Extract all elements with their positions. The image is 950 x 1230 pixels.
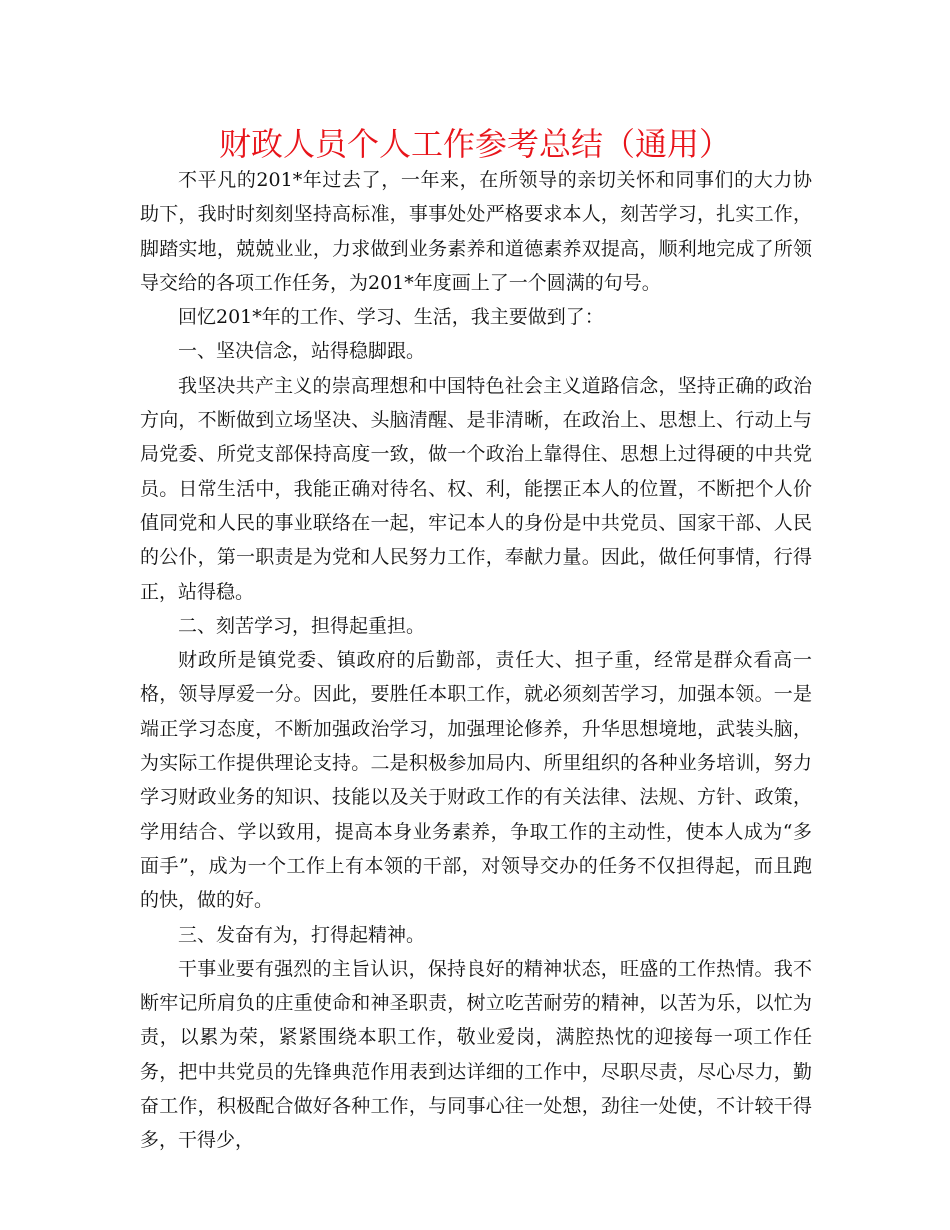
section-heading-3: 三、发奋有为，打得起精神。 bbox=[178, 923, 426, 946]
paragraph-section-3: 干事业要有强烈的主旨认识，保持良好的精神状态，旺盛的工作热情。我不断牢记所肩负的庄重使命和神圣职责，树立吃苦耐劳的精神，以苦为乐，以忙为责，以累为荣，紧紧围绕本职工作，敬业爱岗，满腔热忱的迎接每一项工作任务，把中共党员的先锋典范作用表到达详细的工作中，尽职尽责，尽心尽力，勤奋工作，积极配合做好各种工作，与同事心往一处想，劲往一处使，不计较干得多，干得少， bbox=[140, 957, 812, 1152]
section-heading-2: 二、刻苦学习，担得起重担。 bbox=[178, 614, 426, 637]
document-body bbox=[140, 163, 812, 1158]
section-heading-1: 一、坚决信念，站得稳脚跟。 bbox=[178, 340, 426, 363]
paragraph-section-2: 财政所是镇党委、镇政府的后勤部，责任大、担子重，经常是群众看高一格，领导厚爱一分。因此，要胜任本职工作，就必须刻苦学习，加强本领。一是端正学习态度，不断加强政治学习，加强理论修养，升华思想境地，武装头脑，为实际工作提供理论支持。二是积极参加局内、所里组织的各种业务培训，努力学习财政业务的知识、技能以及关于财政工作的有关法律、法规、方针、政策，学用结合、学以致用，提高本身业务素养，争取工作的主动性，使本人成为“多面手”，成为一个工作上有本领的干部，对领导交办的任务不仅担得起，而且跑的快，做的好。 bbox=[140, 649, 812, 912]
paragraph-section-1: 我坚决共产主义的崇高理想和中国特色社会主义道路信念，坚持正确的政治方向，不断做到立场坚决、头脑清醒、是非清晰，在政治上、思想上、行动上与局党委、所党支部保持高度一致，做一个政治上靠得住、思想上过得硬的中共党员。日常生活中，我能正确对待名、权、利，能摆正本人的位置，不断把个人价值同党和人民的事业联络在一起，牢记本人的身份是中共党员、国家干部、人民的公仆，第一职责是为党和人民努力工作，奉献力量。因此，做任何事情，行得正，站得稳。 bbox=[140, 374, 812, 603]
document-title: 财政人员个人工作参考总结（通用） bbox=[218, 125, 731, 163]
paragraph-review: 回忆201*年的工作、学习、生活，我主要做到了： bbox=[178, 306, 604, 329]
paragraph-intro: 不平凡的201*年过去了，一年来，在所领导的亲切关怀和同事们的大力协助下，我时时刻刻坚持高标准，事事处处严格要求本人，刻苦学习，扎实工作，脚踏实地，兢兢业业，力求做到业务素养和道德素养双提高，顺利地完成了所领导交给的各项工作任务，为201*年度画上了一个圆满的句号。 bbox=[140, 169, 812, 294]
